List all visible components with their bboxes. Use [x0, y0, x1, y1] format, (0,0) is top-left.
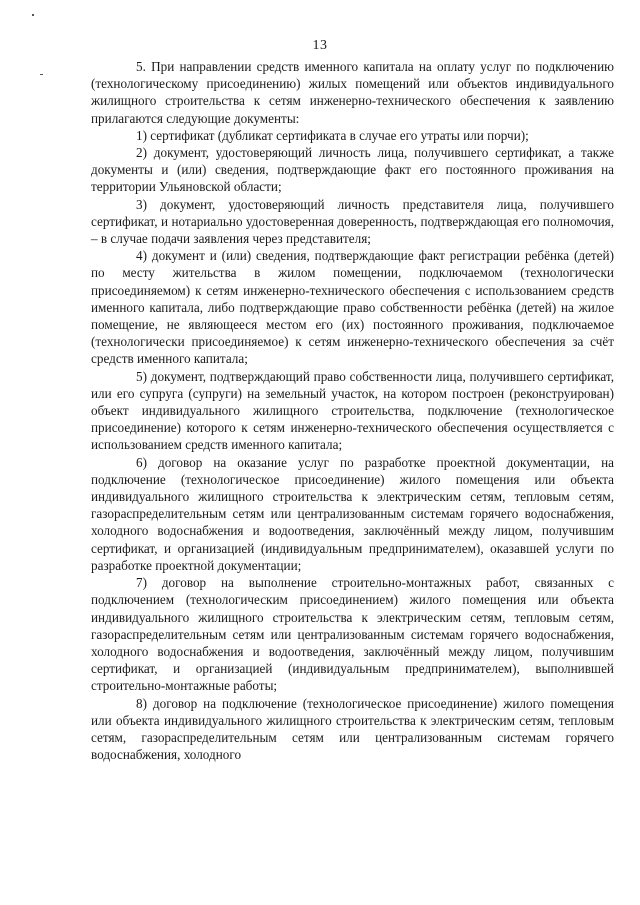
page-number: 13 — [312, 38, 328, 53]
list-item-3-representative-document: 3) документ, удостоверяющий личность представителя лица, получившего сертификат, и нотариально удостоверенная доверенность, подтверждающая его полномочия, – в случае подачи заявления через представителя; — [91, 196, 614, 247]
list-item-4-child-registration: 4) документ и (или) сведения, подтверждающие факт регистрации ребёнка (детей) по месту жительства в жилом помещении, подключаемом (технологически присоединяемом) к сетям инженерно-технического обеспечения с использованием средств именного капитала, либо подтверждающие право собственности ребёнка (детей) на жилое помещение, не являющееся местом его (их) постоянного проживания, подключаемое (технологически присоединяемое) к сетям инженерно-технического обеспечения за счёт средств именного капитала; — [91, 248, 614, 367]
paragraph-item-5-intro: 5. При направлении средств именного капитала на оплату услуг по подключению (технологическому присоединению) жилых помещений или объектов индивидуального жилищного строительства к сетям инженерно-технического обеспечения к заявлению прилагаются следующие документы: — [91, 59, 614, 126]
scan-speck — [32, 14, 34, 16]
list-item-8-connection-contract: 8) договор на подключение (технологическое присоединение) жилого помещения или объекта индивидуального жилищного строительства к электрическим сетям, тепловым сетям, газораспределительным сетям или централизованным системам горячего водоснабжения, холодного — [91, 695, 614, 763]
list-item-7-construction-contract: 7) договор на выполнение строительно-монтажных работ, связанных с подключением (технологическим присоединением) жилого помещения или объекта индивидуального жилищного строительства к электрическим сетям, тепловым сетям, газораспределительным сетям или централизованным системам горячего водоснабжения, холодного водоснабжения и водоотведения, заключённый между лицом, получившим сертификат, и организацией (индивидуальным предпринимателем), выполнившей строительно-монтажные работы; — [91, 575, 614, 694]
list-item-5-land-ownership: 5) документ, подтверждающий право собственности лица, получившего сертификат, или его супруга (супруги) на земельный участок, на котором построен (реконструирован) объект индивидуального жилищного строительства, подключение (технологическое присоединение) которого к сетям инженерно-технического обеспечения осуществляется с использованием средств именного капитала; — [91, 368, 614, 453]
scan-speck — [40, 74, 43, 75]
document-body — [91, 58, 614, 763]
list-item-2-identity-document: 2) документ, удостоверяющий личность лица, получившего сертификат, а также документы и (или) сведения, подтверждающие факт его постоянного проживания на территории Ульяновской области; — [91, 145, 614, 195]
list-item-6-design-contract: 6) договор на оказание услуг по разработке проектной документации, на подключение (технологическое присоединение) жилого помещения или объекта индивидуального жилищного строительства к электрическим сетям, тепловым сетям, газораспределительным сетям или централизованным системам горячего водоснабжения, холодного водоснабжения и водоотведения, заключённый между лицом, получившим сертификат, и организацией (индивидуальным предпринимателем), оказавшей услуги по разработке проектной документации; — [91, 454, 614, 573]
list-item-1-certificate: 1) сертификат (дубликат сертификата в случае его утраты или порчи); — [136, 127, 529, 143]
